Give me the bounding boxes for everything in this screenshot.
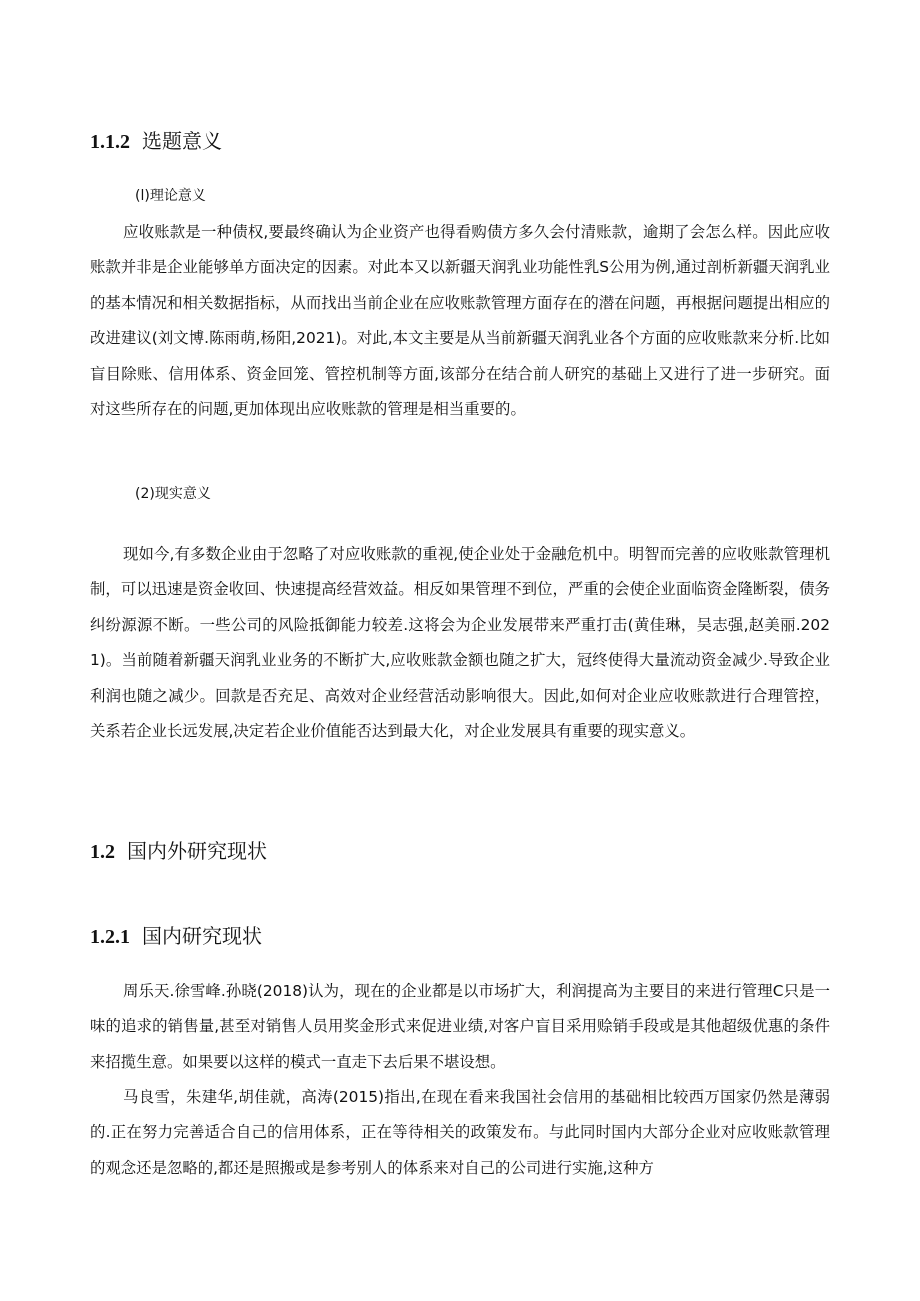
- section-number: 1.1.2: [90, 131, 130, 153]
- section-number: 1.2.1: [90, 926, 130, 948]
- domestic-paragraph-2: 马良雪，朱建华,胡佳就，高涛(2015)指出,在现在看来我国社会信用的基础相比较西万国家仍然是薄弱的.正在努力完善适合自己的信用体系，正在等待相关的政策发布。与此同时国内大部分企业对应收账款管理的观念还是忽略的,都还是照搬或是参考别人的体系来对自己的公司进行实施,这种方: [90, 1088, 830, 1177]
- section-title: 选题意义: [142, 129, 222, 153]
- section-heading-1-1-2: [90, 127, 222, 156]
- section-title: 国内外研究现状: [127, 839, 267, 863]
- section-title: 国内研究现状: [142, 924, 262, 948]
- theory-subheading: (l)理论意义: [135, 188, 206, 204]
- theory-paragraph: 应收账款是一种债权,要最终确认为企业资产也得看购债方多久会付清账款，逾期了会怎么样。因此应收账款并非是企业能够单方面决定的因素。对此本又以新疆天润乳业功能性乳S公用为例,通过剖析新疆天润乳业的基本情况和相关数据指标，从而找出当前企业在应收账款管理方面存在的潜在问题，再根据问题提出相应的改进建议(刘文博.陈雨萌,杨阳,2021)。对此,本文主要是从当前新疆天润乳业各个方面的应收账款来分析.比如盲目除账、信用体系、资金回笼、管控机制等方面,该部分在结合前人研究的基础上又进行了进一步研究。面对这些所存在的问题,更加体现出应收账款的管理是相当重要的。: [90, 223, 830, 419]
- reality-subheading: (2)现实意义: [135, 486, 211, 502]
- section-heading-1-2-1: [90, 922, 262, 951]
- reality-paragraph: 现如今,有多数企业由于忽略了对应收账款的重视,使企业处于金融危机中。明智而完善的应收账款管理机制，可以迅速是资金收回、快速提高经营效益。相反如果管理不到位，严重的会使企业面临资金隆断裂，债务纠纷源源不断。一些公司的风险抵御能力较差.这将会为企业发展带来严重打击(黄佳琳，吴志强,赵美丽.2021)。当前随着新疆天润乳业业务的不断扩大,应收账款金额也随之扩大，冠终使得大量流动资金减少.导致企业利润也随之减少。回款是否充足、高效对企业经营活动影响很大。因此,如何对企业应收账款进行合理管控，关系若企业长远发展,决定若企业价值能否达到最大化，对企业发展具有重要的现实意义。: [90, 545, 830, 741]
- section-number: 1.2: [90, 841, 115, 863]
- section-heading-1-2: [90, 837, 267, 866]
- domestic-paragraph-1: 周乐天.徐雪峰.孙晓(2018)认为，现在的企业都是以市场扩大，利润提高为主要目的来进行管理C只是一味的追求的销售量,甚至对销售人员用奖金形式来促进业绩,对客户盲目采用赊销手段或是其他超级优惠的条件来招揽生意。如果要以这样的模式一直走下去后果不堪设想。: [90, 982, 830, 1071]
